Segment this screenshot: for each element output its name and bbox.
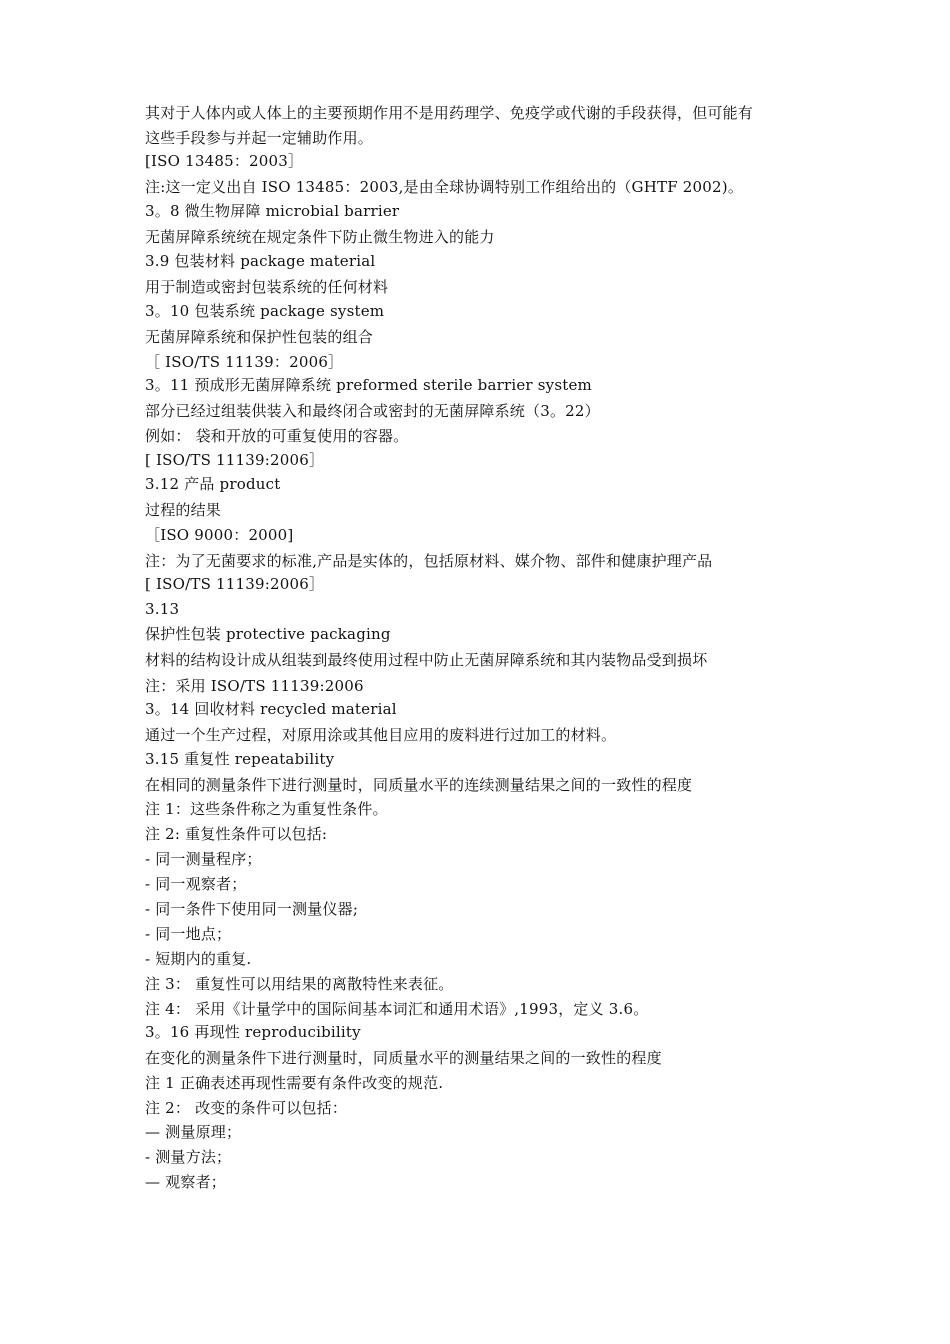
text-line: [ ISO/TS 11139:2006］ [145, 575, 325, 593]
text-line: [ISO 13485：2003］ [145, 152, 304, 170]
text-line: - 测量方法； [145, 1148, 232, 1166]
text-line: 用于制造或密封包装系统的任何材料 [145, 278, 389, 296]
text-line: ［ ISO/TS 11139：2006］ [145, 353, 344, 371]
text-line: 3.15 重复性 repeatability [145, 750, 335, 768]
text-line: - 短期内的重复. [145, 950, 252, 968]
text-line: — 观察者； [145, 1173, 226, 1191]
text-line: 3。16 再现性 reproducibility [145, 1023, 361, 1041]
text-line: 3。8 微生物屏障 microbial barrier [145, 202, 400, 220]
text-line: - 同一地点； [145, 925, 232, 943]
text-line: — 测量原理； [145, 1123, 242, 1141]
text-line: ［ISO 9000：2000] [145, 526, 294, 544]
text-line: 注 2： 改变的条件可以包括： [145, 1099, 348, 1117]
text-line: 注：采用 ISO/TS 11139:2006 [145, 677, 364, 695]
text-line: - 同一条件下使用同一测量仪器; [145, 900, 359, 918]
text-line: 在相同的测量条件下进行测量时，同质量水平的连续测量结果之间的一致性的程度 [145, 776, 693, 794]
text-line: 其对于人体内或人体上的主要预期作用不是用药理学、免疫学或代谢的手段获得，但可能有 [145, 104, 754, 122]
text-line: 过程的结果 [145, 501, 222, 519]
text-line: - 同一观察者； [145, 875, 247, 893]
text-line: 3。10 包装系统 package system [145, 302, 385, 320]
text-line: 例如： 袋和开放的可重复使用的容器。 [145, 427, 409, 445]
text-line: 3。11 预成形无菌屏障系统 preformed sterile barrier system [145, 376, 592, 394]
text-line: 部分已经过组装供装入和最终闭合或密封的无菌屏障系统（3。22） [145, 402, 600, 420]
text-line: 注:这一定义出自 ISO 13485：2003,是由全球协调特别工作组给出的（GHTF 2002)。 [145, 178, 744, 196]
text-line: 材料的结构设计成从组装到最终使用过程中防止无菌屏障系统和其内装物品受到损坏 [145, 651, 708, 669]
text-line: 3.12 产品 product [145, 475, 281, 493]
text-line: 保护性包装 protective packaging [145, 625, 391, 643]
text-line: 通过一个生产过程，对原用涂或其他目应用的废料进行过加工的材料。 [145, 726, 617, 744]
text-line: 无菌屏障系统和保护性包装的组合 [145, 328, 374, 346]
text-line: 3.13 [145, 600, 180, 618]
text-line: 注 4： 采用《计量学中的国际间基本词汇和通用术语》,1993，定义 3.6。 [145, 1000, 649, 1018]
text-line: 3.9 包装材料 package material [145, 252, 376, 270]
text-line: 3。14 回收材料 recycled material [145, 700, 397, 718]
text-line: 注 3： 重复性可以用结果的离散特性来表征。 [145, 975, 454, 993]
text-line: 在变化的测量条件下进行测量时，同质量水平的测量结果之间的一致性的程度 [145, 1049, 662, 1067]
text-line: 这些手段参与并起一定辅助作用。 [145, 129, 374, 147]
text-line: [ ISO/TS 11139:2006］ [145, 451, 325, 469]
text-line: - 同一测量程序； [145, 850, 262, 868]
text-line: 注：为了无菌要求的标准,产品是实体的，包括原材料、媒介物、部件和健康护理产品 [145, 552, 713, 570]
text-line: 注 1：这些条件称之为重复性条件。 [145, 800, 388, 818]
text-line: 注 1 正确表述再现性需要有条件改变的规范. [145, 1074, 444, 1092]
text-line: 注 2: 重复性条件可以包括: [145, 825, 328, 843]
text-line: 无菌屏障系统统在规定条件下防止微生物进入的能力 [145, 228, 495, 246]
